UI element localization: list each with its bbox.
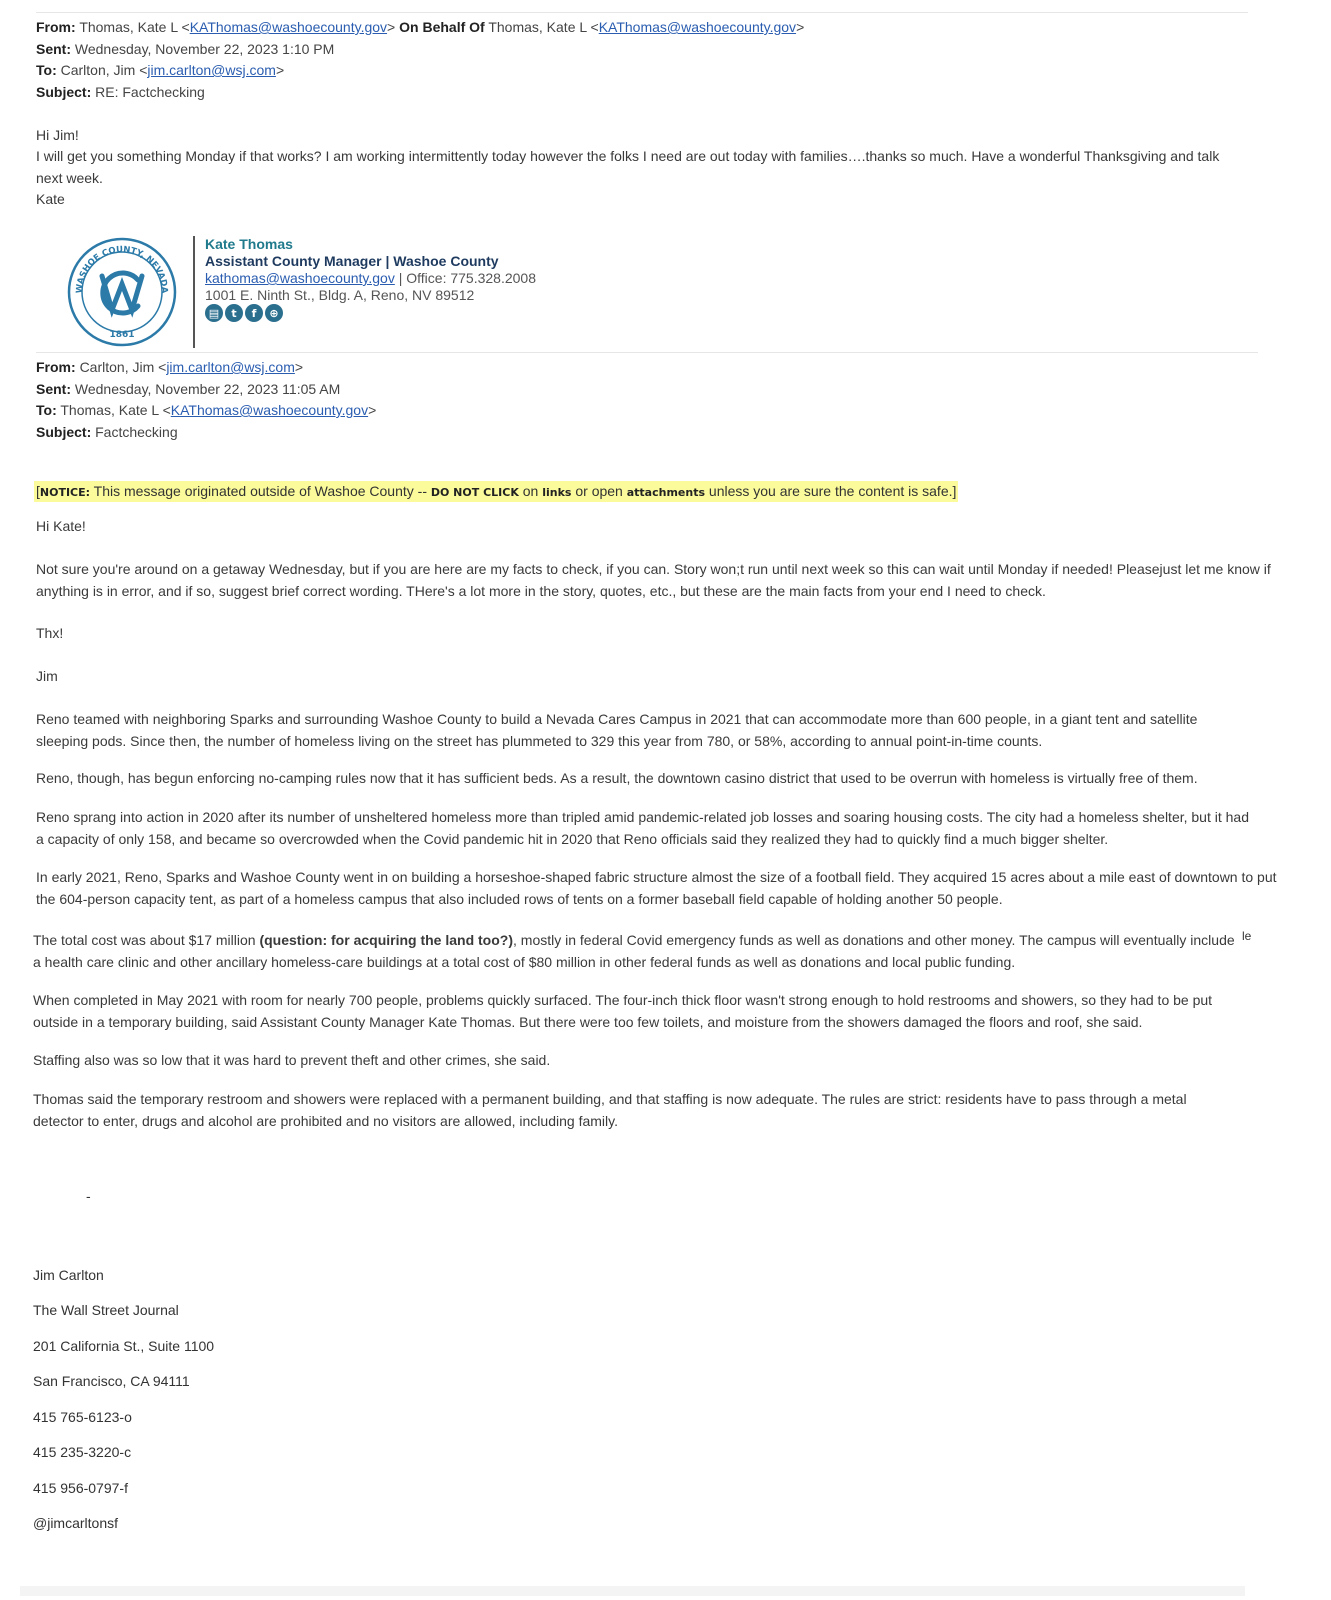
from-email-link[interactable]: jim.carlton@wsj.com (166, 359, 295, 375)
email2-from-row (36, 357, 376, 379)
subject-value: RE: Factchecking (95, 83, 205, 100)
email2-jim: Jim (36, 668, 58, 684)
sent-label: Sent: (36, 40, 71, 57)
email1-to-row (36, 60, 804, 82)
bottom-band (20, 1586, 1245, 1596)
signature-text (205, 236, 536, 304)
email2-header (36, 357, 376, 443)
to-name: Carlton, Jim < (60, 62, 148, 78)
external-notice-banner (34, 481, 958, 502)
jim-signature-phone-fax: 415 956-0797-f (33, 1480, 128, 1496)
notice-do-not-click: DO NOT CLICK (430, 486, 519, 499)
email2-thanks: Thx! (36, 625, 64, 641)
signature-email-link[interactable]: kathomas@washoecounty.gov (205, 270, 395, 286)
fact5-text-b: , mostly in federal Covid emergency funds as well as donations and other money. The campus will eventually include a health care clinic and other ancillary homeless-care buildings at a total cost of $80 million in other federal funds as well as donations and local public funding. (33, 932, 1235, 970)
email1-header (36, 17, 804, 103)
middle-divider (36, 352, 1258, 353)
fact-paragraph-8: Thomas said the temporary restroom and showers were replaced with a permanent building, and that staffing is now adequate. The rules are strict: residents have to pass through a metal detector to enter, drugs and alcohol are prohibited and no visitors are allowed, including family. (33, 1091, 1187, 1129)
notice-open: [ (36, 483, 40, 499)
jim-signature-handle: @jimcarltonsf (33, 1515, 119, 1531)
newsletter-icon[interactable]: ▤ (205, 304, 223, 322)
email1-subject-row (36, 82, 804, 104)
signature-title: Assistant County Manager | Washoe County (205, 253, 499, 269)
notice-attachments: attachments (626, 486, 706, 499)
jim-signature-phone-cell: 415 235-3220-c (33, 1444, 132, 1460)
notice-links: links (542, 486, 572, 499)
top-divider (36, 12, 1248, 13)
fact5-text-a: The total cost was about $17 million (33, 932, 260, 948)
email1-body: I will get you something Monday if that works? I am working intermittently today however the folks I need are out today with families….thanks so much. Have a wonderful Thanksgiving and talk next week. (36, 148, 1220, 186)
behalf-close: > (796, 19, 805, 35)
subject-label: Subject: (36, 83, 92, 100)
behalf-email-link[interactable]: KAThomas@washoecounty.gov (598, 19, 797, 35)
email2-sent-row (36, 379, 376, 401)
fact-paragraph-6: When completed in May 2021 with room for nearly 700 people, problems quickly surfaced. The four-inch thick floor wasn't strong enough to hold restrooms and showers, so they had to be put outside in a temporary building, said Assistant County Manager Kate Thomas. But there were too few toilets, and moisture from the showers damaged the floors and roof, she said. (33, 992, 1213, 1030)
email2-subject-row (36, 422, 376, 444)
sent-value: Wednesday, November 22, 2023 11:05 AM (74, 380, 341, 397)
to-email-link[interactable]: jim.carlton@wsj.com (147, 62, 276, 78)
from-name: Thomas, Kate L < (79, 19, 190, 35)
jim-signature-street: 201 California St., Suite 1100 (33, 1338, 215, 1354)
on-behalf-label: On Behalf Of (399, 19, 485, 35)
social-icons (205, 304, 283, 322)
signature-name: Kate Thomas (205, 236, 293, 252)
washoe-county-seal-logo (66, 236, 178, 348)
fact-paragraph-7: Staffing also was so low that it was hard to prevent theft and other crimes, she said. (33, 1052, 551, 1068)
notice-text-1: This message originated outside of Washoe County -- (90, 483, 431, 499)
from-name: Carlton, Jim < (79, 359, 167, 375)
behalf-name: Thomas, Kate L < (488, 19, 599, 35)
notice-text-2: on (518, 483, 543, 499)
to-name: Thomas, Kate L < (60, 402, 171, 418)
separator-dash: - (86, 1188, 91, 1204)
seal-top-text: WASHOE COUNTY, NEVADA (74, 244, 170, 294)
jim-signature-phone-office: 415 765-6123-o (33, 1409, 132, 1425)
notice-text-3: or open (571, 483, 627, 499)
email2-intro-paragraph: Not sure you're around on a getaway Wednesday, but if you are here are my facts to check, if you can. Story won;t run until next week so this can wait until Monday if needed! Pleasejust let me know if anything is in error, and if so, suggest brief correct wording. THere's a lot more in the story, quotes, etc., but these are the main facts from your end I need to check. (36, 561, 1271, 599)
fact-paragraph-2: Reno, though, has begun enforcing no-camping rules now that it has sufficient beds. As a result, the downtown casino district that used to be overrun with homeless is virtually free of them. (36, 770, 1198, 786)
web-icon[interactable]: ⊕ (265, 304, 283, 322)
fact-paragraph-4: In early 2021, Reno, Sparks and Washoe County went in on building a horseshoe-shaped fabric structure almost the size of a football field. They acquired 15 acres about a mile east of downtown to put the 604-person capacity tent, as part of a homeless campus that also included rows of tents on a former baseball field capable of holding another 50 people. (36, 869, 1277, 907)
notice-text-4: unless you are sure the content is safe.] (705, 483, 957, 499)
subject-label: Subject: (36, 423, 92, 440)
fact-paragraph-5 (33, 929, 1245, 973)
signature-contact (205, 270, 536, 287)
from-label: From: (36, 19, 76, 35)
to-label: To: (36, 402, 57, 418)
from-email-link[interactable]: KAThomas@washoecounty.gov (189, 19, 388, 35)
email1-greeting: Hi Jim! (36, 127, 79, 143)
to-email-link[interactable]: KAThomas@washoecounty.gov (170, 402, 369, 418)
jim-signature-org: The Wall Street Journal (33, 1302, 179, 1318)
fact-paragraph-1: Reno teamed with neighboring Sparks and surrounding Washoe County to build a Nevada Cares Campus in 2021 that can accommodate more than 600 people, in a giant tent and satellite sleeping pods. Since then, the number of homeless living on the street has plummeted to 329 this year from 780, or 58%, according to annual point-in-time counts. (36, 711, 1198, 749)
email1-signoff: Kate (36, 191, 65, 207)
seal-year: 1861 (109, 330, 135, 340)
signature-address: 1001 E. Ninth St., Bldg. A, Reno, NV 89512 (205, 287, 475, 303)
sent-value: Wednesday, November 22, 2023 1:10 PM (74, 40, 335, 57)
fact5-question: (question: for acquiring the land too?) (259, 932, 513, 948)
jim-signature-city: San Francisco, CA 94111 (33, 1373, 190, 1389)
facebook-icon[interactable]: f (245, 304, 263, 322)
email1-from-row (36, 17, 804, 39)
twitter-icon[interactable]: t (225, 304, 243, 322)
notice-label: NOTICE: (39, 486, 91, 499)
sent-label: Sent: (36, 380, 71, 397)
overflow-text-fragment: le (1242, 929, 1252, 943)
subject-value: Factchecking (95, 423, 178, 440)
fact-paragraph-3: Reno sprang into action in 2020 after its number of unsheltered homeless more than tripled amid pandemic-related job losses and soaring housing costs. The city had a homeless shelter, but it had a capacity of only 158, and became so overcrowded when the Covid pandemic hit in 2020 that Reno officials said they realized they had to quickly find a much bigger shelter. (36, 809, 1249, 847)
email2-to-row (36, 400, 376, 422)
to-label: To: (36, 62, 57, 78)
kate-signature (66, 236, 666, 348)
to-close: > (275, 62, 285, 78)
signature-office: | Office: 775.328.2008 (394, 270, 536, 286)
to-close: > (368, 402, 377, 418)
email2-greeting: Hi Kate! (36, 518, 86, 534)
signature-divider (193, 236, 195, 348)
from-label: From: (36, 359, 76, 375)
jim-signature-name: Jim Carlton (33, 1267, 104, 1283)
from-close: > (387, 19, 396, 35)
email1-sent-row (36, 39, 804, 61)
from-close: > (294, 359, 304, 375)
